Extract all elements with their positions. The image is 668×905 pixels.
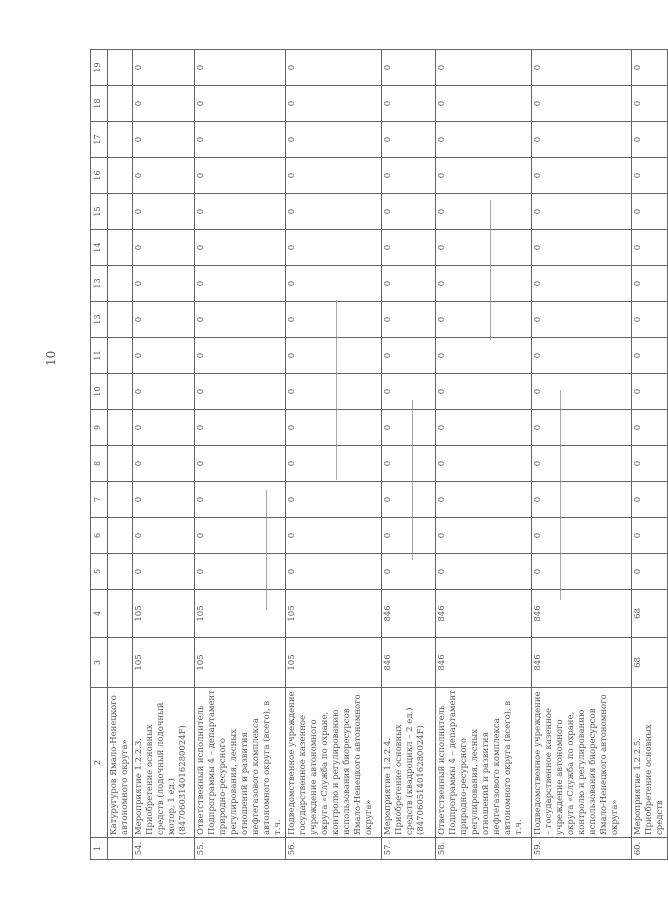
value-cell: 0	[286, 50, 382, 86]
column-header: 8	[91, 446, 108, 482]
table-row	[382, 50, 436, 860]
value-cell: 0	[382, 122, 436, 158]
value-cell: 0	[133, 50, 195, 86]
value-cell: 0	[286, 374, 382, 410]
table-body	[108, 50, 668, 860]
budget-table-rotated	[90, 50, 665, 860]
value-cell	[108, 230, 133, 266]
value-cell	[108, 338, 133, 374]
value-cell: 68	[632, 590, 668, 638]
value-cell: 0	[133, 518, 195, 554]
value-cell: 0	[195, 158, 286, 194]
value-cell: 0	[632, 122, 668, 158]
value-cell: 0	[382, 446, 436, 482]
value-cell: 0	[632, 230, 668, 266]
value-cell: 0	[195, 194, 286, 230]
scan-artifact-line	[412, 400, 413, 560]
value-cell: 0	[532, 122, 632, 158]
row-number: 59.	[532, 838, 632, 860]
value-cell: 0	[532, 230, 632, 266]
column-header: 7	[91, 482, 108, 518]
row-number: 57.	[382, 838, 436, 860]
table-row	[286, 50, 382, 860]
column-header: 4	[91, 590, 108, 638]
page-number: 10	[44, 350, 58, 366]
value-cell: 0	[133, 302, 195, 338]
value-cell: 0	[286, 338, 382, 374]
value-cell	[108, 266, 133, 302]
value-cell: 846	[382, 590, 436, 638]
value-cell: 0	[532, 554, 632, 590]
value-cell: 0	[382, 338, 436, 374]
value-cell: 0	[195, 338, 286, 374]
row-description: Ответственный исполнитель Подпрограммы 4 – департамент природно-ресурсного регулирования, лесных отношений и развития нефтегазового комплекса автономного округа (всего), в т.ч.	[195, 688, 286, 838]
column-header: 16	[91, 158, 108, 194]
value-cell: 0	[382, 230, 436, 266]
value-cell	[108, 374, 133, 410]
value-cell: 0	[195, 230, 286, 266]
value-cell: 0	[382, 554, 436, 590]
value-cell: 0	[195, 50, 286, 86]
table-row	[133, 50, 195, 860]
value-cell	[108, 446, 133, 482]
value-cell: 0	[632, 374, 668, 410]
column-header: 19	[91, 50, 108, 86]
value-cell: 0	[436, 50, 532, 86]
value-cell: 0	[133, 86, 195, 122]
table-row	[532, 50, 632, 860]
row-number: 54.	[133, 838, 195, 860]
value-cell: 0	[133, 446, 195, 482]
value-cell: 0	[532, 158, 632, 194]
value-cell: 0	[286, 86, 382, 122]
value-cell: 0	[632, 410, 668, 446]
value-cell: 0	[133, 266, 195, 302]
value-cell: 0	[133, 158, 195, 194]
row-number	[108, 838, 133, 860]
value-cell: 0	[436, 230, 532, 266]
value-cell: 0	[286, 482, 382, 518]
column-header: 3	[91, 638, 108, 688]
value-cell: 0	[632, 338, 668, 374]
row-number: 58.	[436, 838, 532, 860]
value-cell	[108, 410, 133, 446]
value-cell: 0	[382, 266, 436, 302]
column-header: 6	[91, 518, 108, 554]
value-cell	[108, 50, 133, 86]
value-cell: 0	[632, 266, 668, 302]
value-cell: 0	[286, 266, 382, 302]
row-description: Мероприятие 1.2.2.4. Приобретение основных средств (квадроцикл – 2 ед.) (847060514016280024F)	[382, 688, 436, 838]
table-row	[436, 50, 532, 860]
value-cell: 0	[436, 446, 532, 482]
value-cell: 0	[286, 194, 382, 230]
table-header-row	[91, 50, 108, 860]
column-header: 14	[91, 230, 108, 266]
value-cell: 0	[632, 194, 668, 230]
row-description: Мероприятие 1.2.2.5. Приобретение основных средств	[632, 688, 668, 838]
value-cell: 68	[632, 638, 668, 688]
table-row	[195, 50, 286, 860]
value-cell: 0	[133, 122, 195, 158]
value-cell: 0	[382, 158, 436, 194]
value-cell: 0	[436, 122, 532, 158]
value-cell: 0	[133, 338, 195, 374]
column-header: 9	[91, 410, 108, 446]
value-cell: 0	[532, 446, 632, 482]
value-cell: 0	[286, 554, 382, 590]
value-cell: 0	[195, 410, 286, 446]
value-cell: 0	[436, 158, 532, 194]
value-cell: 0	[195, 554, 286, 590]
value-cell: 0	[436, 194, 532, 230]
value-cell: 846	[382, 638, 436, 688]
value-cell: 0	[286, 122, 382, 158]
row-description: Подведомственное учреждение – государственное казенное учреждение автономного округа «Служба по охране, контролю и регулированию использования биоресурсов Ямало-Ненецкого автономного округа»	[532, 688, 632, 838]
row-description: Катуругуров Ямало-Ненецкого автономного округа»	[108, 688, 133, 838]
value-cell: 0	[532, 338, 632, 374]
value-cell: 0	[632, 50, 668, 86]
value-cell	[108, 194, 133, 230]
value-cell: 105	[133, 638, 195, 688]
value-cell: 0	[195, 122, 286, 158]
column-header: 17	[91, 122, 108, 158]
value-cell: 0	[133, 230, 195, 266]
value-cell: 0	[286, 302, 382, 338]
value-cell: 0	[436, 554, 532, 590]
value-cell: 0	[532, 302, 632, 338]
scan-artifact-line	[560, 390, 561, 600]
column-header: 5	[91, 554, 108, 590]
value-cell: 0	[195, 482, 286, 518]
value-cell: 0	[532, 482, 632, 518]
value-cell: 0	[532, 410, 632, 446]
row-number: 55.	[195, 838, 286, 860]
scan-artifact-line	[490, 200, 491, 340]
value-cell: 0	[436, 482, 532, 518]
value-cell	[108, 518, 133, 554]
value-cell: 0	[286, 518, 382, 554]
column-header: 10	[91, 374, 108, 410]
row-description: Мероприятие 1.2.2.3. Приобретение основных средств (лодочный лодочный мотор, 1 ед.) (847060314016280024F)	[133, 688, 195, 838]
value-cell: 0	[632, 446, 668, 482]
value-cell: 0	[436, 518, 532, 554]
table-row	[632, 50, 668, 860]
value-cell	[108, 86, 133, 122]
value-cell: 0	[382, 410, 436, 446]
column-header: 13	[91, 266, 108, 302]
value-cell: 0	[382, 194, 436, 230]
column-header: 1	[91, 838, 108, 860]
column-header: 15	[91, 194, 108, 230]
value-cell: 0	[133, 194, 195, 230]
value-cell: 0	[286, 410, 382, 446]
value-cell: 0	[382, 482, 436, 518]
value-cell: 0	[133, 554, 195, 590]
row-number: 60.	[632, 838, 668, 860]
value-cell: 846	[436, 590, 532, 638]
value-cell: 0	[632, 302, 668, 338]
value-cell	[108, 482, 133, 518]
value-cell: 0	[195, 518, 286, 554]
value-cell: 0	[436, 302, 532, 338]
column-header: 11	[91, 338, 108, 374]
value-cell: 0	[286, 158, 382, 194]
value-cell	[108, 158, 133, 194]
value-cell: 0	[632, 158, 668, 194]
table-row	[108, 50, 133, 860]
column-header: 2	[91, 688, 108, 838]
value-cell: 0	[532, 194, 632, 230]
value-cell: 0	[436, 86, 532, 122]
value-cell: 0	[286, 230, 382, 266]
value-cell: 0	[436, 266, 532, 302]
value-cell: 0	[532, 374, 632, 410]
value-cell: 0	[382, 50, 436, 86]
value-cell: 0	[436, 410, 532, 446]
value-cell: 105	[286, 590, 382, 638]
value-cell: 0	[532, 266, 632, 302]
value-cell: 846	[532, 638, 632, 688]
value-cell: 0	[632, 518, 668, 554]
scan-artifact-line	[266, 490, 267, 610]
budget-table	[90, 49, 668, 860]
value-cell: 105	[133, 590, 195, 638]
value-cell: 0	[286, 446, 382, 482]
value-cell: 0	[436, 338, 532, 374]
value-cell: 0	[133, 482, 195, 518]
value-cell: 105	[195, 638, 286, 688]
value-cell	[108, 554, 133, 590]
row-description: Ответственный исполнитель Подпрограммы 4 – департамент природно-ресурсного регулирования, лесных отношений и развития нефтегазового комплекса автономного округа (всего), в т.ч.	[436, 688, 532, 838]
row-number: 56.	[286, 838, 382, 860]
value-cell: 0	[195, 374, 286, 410]
column-header: 13	[91, 302, 108, 338]
value-cell	[108, 122, 133, 158]
value-cell: 0	[382, 302, 436, 338]
value-cell: 0	[382, 86, 436, 122]
value-cell: 0	[382, 374, 436, 410]
column-header: 18	[91, 86, 108, 122]
value-cell: 0	[532, 50, 632, 86]
value-cell: 0	[532, 518, 632, 554]
value-cell	[108, 638, 133, 688]
value-cell: 0	[195, 86, 286, 122]
value-cell: 105	[195, 590, 286, 638]
value-cell: 846	[436, 638, 532, 688]
value-cell: 0	[532, 86, 632, 122]
value-cell	[108, 590, 133, 638]
value-cell: 0	[133, 410, 195, 446]
value-cell: 846	[532, 590, 632, 638]
value-cell: 0	[632, 554, 668, 590]
value-cell: 0	[382, 518, 436, 554]
value-cell: 0	[632, 86, 668, 122]
value-cell: 0	[133, 374, 195, 410]
value-cell: 0	[436, 374, 532, 410]
value-cell: 0	[632, 482, 668, 518]
value-cell: 0	[195, 446, 286, 482]
value-cell: 105	[286, 638, 382, 688]
value-cell	[108, 302, 133, 338]
scan-artifact-line	[336, 300, 337, 480]
row-description: Подведомственное учреждение государственное казенное учреждение автономного округа «Служба по охране, контролю и регулированию использования биоресурсов Ямало-Ненецкого автономного округа»	[286, 688, 382, 838]
value-cell: 0	[195, 266, 286, 302]
value-cell: 0	[195, 302, 286, 338]
